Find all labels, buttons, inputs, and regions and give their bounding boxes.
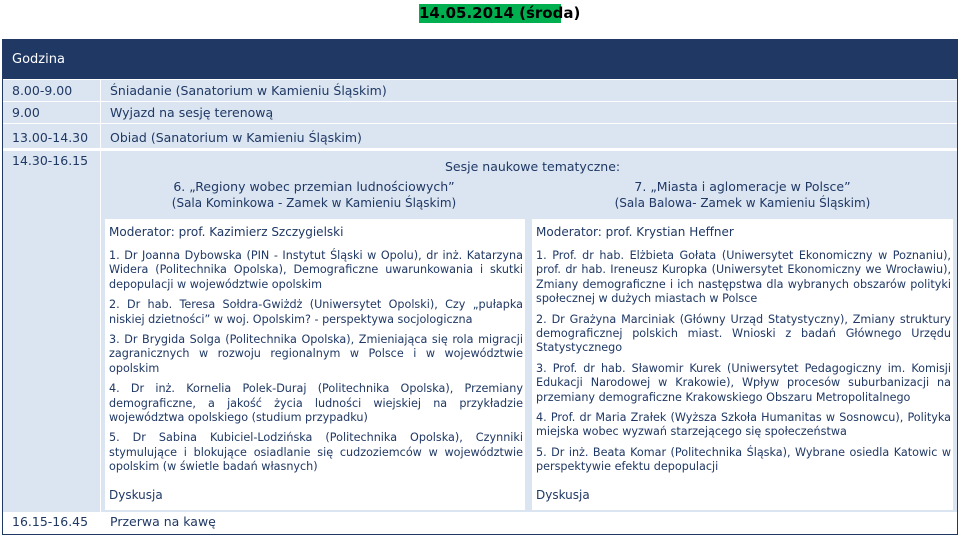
presentation-item: 5. Dr Sabina Kubiciel-Lodzińska (Politechnika Opolska), Czynniki stymulujące i blokujące osiadlanie się cudzoziemców w województwie opolskim (w świetle badań własnych) — [109, 431, 523, 474]
session-a-moderator: Moderator: prof. Kazimierz Szczygielski — [109, 225, 344, 239]
presentation-item: 3. Dr Brygida Solga (Politechnika Opolska), Zmieniająca się rola migracji zagranicznych w rozwoju regionalnym w Polsce i w województwie opolskim — [109, 333, 523, 375]
schedule-row — [3, 80, 957, 101]
session-a-place: (Sala Kominkowa - Zamek w Kamieniu Śląskim) — [171, 196, 457, 210]
schedule-row-break — [3, 512, 957, 534]
session-b-discussion: Dyskusja — [536, 488, 590, 502]
presentation-item: 5. Dr inż. Beata Komar (Politechnika Śląska), Wybrane osiedla Katowic w perspektywie efektu depopulacji — [536, 445, 951, 474]
column-divider — [100, 80, 101, 534]
schedule-row — [3, 124, 957, 148]
header-godzina: Godzina — [3, 40, 957, 79]
row-time: 16.15-16.45 — [12, 514, 89, 529]
presentation-item: 3. Prof. dr hab. Sławomir Kurek (Uniwersytet Pedagogiczny im. Komisji Edukacji Narodowej w Krakowie), Wpływ procesów suburbanizacji na przemiany demograficzne Krakowskiego Obszaru Metropolitalnego — [536, 361, 951, 404]
presentation-item: 1. Dr Joanna Dybowska (PIN - Instytut Śląski w Opolu), dr inż. Katarzyna Widera (Politechnika Opolska), Demograficzne uwarunkowania i skutki depopulacji w województwie opolskim — [109, 249, 523, 291]
date-banner: 14.05.2014 (środa) — [419, 4, 581, 22]
session-b-presentations — [536, 249, 951, 481]
session-b-heading — [590, 179, 895, 211]
session-a-title: 6. „Regiony wobec przemian ludnościowych” — [173, 179, 455, 194]
session-b-title: 7. „Miasta i aglomeracje w Polsce” — [634, 179, 851, 194]
presentation-item: 4. Dr inż. Kornelia Polek-Duraj (Politechnika Opolska), Przemiany demograficzne, a jakość życia ludności wiejskiej na przykładzie województwa opolskiego (studium przypadku) — [109, 382, 523, 425]
presentation-item: 2. Dr Grażyna Marciniak (Główny Urząd Statystyczny), Zmiany struktury demograficznej polskich miast. Wnioski z badań Głównego Urzędu Statystycznego — [536, 312, 951, 355]
presentation-item: 2. Dr hab. Teresa Sołdra-Gwiżdż (Uniwersytet Opolski), Czy „pułapka niskiej dzietności” w woj. Opolskim? - perspektywa socjologiczna — [109, 298, 523, 326]
sessions-title: Sesje naukowe tematyczne: — [445, 159, 621, 174]
session-b-moderator: Moderator: prof. Krystian Heffner — [536, 225, 734, 239]
row-label: Wyjazd na sesję terenową — [110, 105, 274, 120]
schedule-row — [3, 102, 957, 123]
row-time: 9.00 — [12, 105, 40, 120]
row-label: Śniadanie (Sanatorium w Kamieniu Śląskim) — [110, 83, 387, 98]
session-a-presentations — [109, 249, 523, 481]
presentation-item: 4. Prof. dr Maria Zrałek (Wyższa Szkoła Humanitas w Sosnowcu), Polityka miejska wobec wyzwań starzejącego się społeczeństwa — [536, 411, 951, 439]
row-time: 13.00-14.30 — [12, 130, 89, 145]
session-b-place: (Sala Balowa- Zamek w Kamieniu Śląskim) — [614, 196, 871, 210]
row-label: Przerwa na kawę — [110, 514, 216, 529]
row-time: 14.30-16.15 — [12, 153, 89, 168]
row-label: Obiad (Sanatorium w Kamieniu Śląskim) — [110, 130, 362, 145]
presentation-item: 1. Prof. dr hab. Elżbieta Gołata (Uniwersytet Ekonomiczny w Poznaniu), prof. dr hab. Ireneusz Kuropka (Uniwersytet Ekonomiczny we Wrocławiu), Zmiany demograficzne i ich następstwa dla wybranych obszarów polityki społecznej w dużych miastach w Polsce — [536, 249, 951, 306]
session-a-heading — [162, 179, 466, 211]
session-a-discussion: Dyskusja — [109, 488, 163, 502]
row-time: 8.00-9.00 — [12, 83, 73, 98]
